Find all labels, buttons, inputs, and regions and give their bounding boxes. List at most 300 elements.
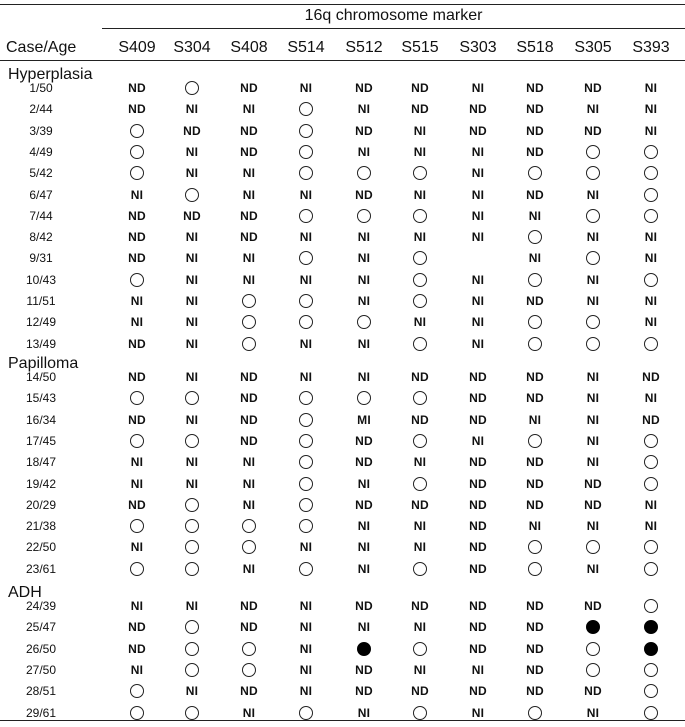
result-cell: NI bbox=[185, 272, 199, 287]
open-circle-symbol bbox=[299, 562, 313, 576]
result-cell: NI bbox=[413, 540, 427, 555]
result-cell: NI bbox=[644, 294, 658, 308]
result-cell: NI bbox=[471, 336, 485, 351]
result-cell: NI bbox=[185, 684, 199, 699]
result-cell: ND bbox=[355, 81, 373, 95]
result-cell: ND bbox=[526, 641, 544, 656]
result-cell: NI bbox=[586, 433, 600, 448]
open-circle-symbol bbox=[242, 642, 256, 656]
open-circle-symbol bbox=[130, 562, 144, 576]
open-circle-symbol bbox=[130, 706, 144, 720]
result-cell: NI bbox=[130, 294, 144, 308]
result-cell: ND bbox=[411, 684, 429, 699]
result-cell: NI bbox=[299, 662, 313, 677]
result-cell: NI bbox=[242, 497, 256, 512]
result-cell: ND bbox=[128, 336, 146, 351]
result-cell: ND bbox=[469, 641, 487, 656]
result-cell: NI bbox=[586, 230, 600, 245]
open-circle-symbol bbox=[413, 209, 427, 223]
open-circle-symbol bbox=[413, 337, 427, 351]
open-circle-symbol bbox=[299, 434, 313, 448]
result-cell: NI bbox=[299, 81, 313, 95]
open-circle-symbol bbox=[413, 642, 427, 656]
result-cell: NI bbox=[528, 251, 542, 266]
case-age-cell: 9/31 bbox=[29, 251, 53, 266]
case-age-cell: 13/49 bbox=[25, 336, 57, 351]
result-cell: NI bbox=[644, 391, 658, 406]
open-circle-symbol bbox=[413, 391, 427, 405]
result-cell: NI bbox=[413, 123, 427, 138]
result-cell: NI bbox=[242, 187, 256, 202]
result-cell: NI bbox=[357, 540, 371, 555]
result-cell: ND bbox=[584, 599, 602, 613]
result-cell: NI bbox=[644, 81, 658, 95]
result-cell: NI bbox=[242, 272, 256, 287]
marker-header-s409: S409 bbox=[118, 39, 156, 56]
open-circle-symbol bbox=[644, 562, 658, 576]
result-cell: ND bbox=[240, 208, 258, 223]
section-label-hyperplasia: Hyperplasia bbox=[8, 66, 93, 83]
open-circle-symbol bbox=[528, 273, 542, 287]
result-cell: NI bbox=[586, 102, 600, 117]
case-age-cell: 18/47 bbox=[25, 455, 57, 470]
open-circle-symbol bbox=[413, 273, 427, 287]
result-cell: ND bbox=[584, 684, 602, 699]
result-cell: ND bbox=[526, 144, 544, 159]
result-cell: NI bbox=[644, 315, 658, 330]
result-cell: NI bbox=[357, 561, 371, 576]
marker-header-s512: S512 bbox=[345, 39, 383, 56]
result-cell: ND bbox=[355, 662, 373, 677]
result-cell: NI bbox=[586, 294, 600, 308]
result-cell: NI bbox=[357, 519, 371, 534]
result-cell: NI bbox=[471, 144, 485, 159]
open-circle-symbol bbox=[586, 315, 600, 329]
open-circle-symbol bbox=[644, 706, 658, 720]
result-cell: NI bbox=[471, 433, 485, 448]
top-rule bbox=[0, 4, 685, 5]
case-age-cell: 17/45 bbox=[25, 433, 57, 448]
result-cell: NI bbox=[528, 519, 542, 534]
open-circle-symbol bbox=[242, 294, 256, 308]
result-cell: ND bbox=[128, 102, 146, 117]
open-circle-symbol bbox=[185, 642, 199, 656]
result-cell: NI bbox=[357, 370, 371, 384]
result-cell: NI bbox=[185, 455, 199, 470]
bottom-rule bbox=[0, 720, 685, 721]
open-circle-symbol bbox=[185, 391, 199, 405]
result-cell: ND bbox=[240, 684, 258, 699]
open-circle-symbol bbox=[299, 455, 313, 469]
result-cell: NI bbox=[413, 620, 427, 635]
result-cell: ND bbox=[128, 370, 146, 384]
open-circle-symbol bbox=[528, 562, 542, 576]
result-cell: NI bbox=[413, 519, 427, 534]
result-cell: NI bbox=[471, 272, 485, 287]
open-circle-symbol bbox=[586, 663, 600, 677]
result-cell: ND bbox=[469, 620, 487, 635]
open-circle-symbol bbox=[299, 294, 313, 308]
result-cell: ND bbox=[355, 599, 373, 613]
open-circle-symbol bbox=[185, 498, 199, 512]
result-cell: ND bbox=[240, 230, 258, 245]
result-cell: ND bbox=[355, 455, 373, 470]
result-cell: NI bbox=[242, 705, 256, 720]
result-cell: ND bbox=[469, 123, 487, 138]
open-circle-symbol bbox=[528, 166, 542, 180]
result-cell: ND bbox=[584, 476, 602, 491]
result-cell: NI bbox=[185, 315, 199, 330]
result-cell: ND bbox=[526, 187, 544, 202]
case-age-cell: 12/49 bbox=[25, 315, 57, 330]
result-cell: NI bbox=[130, 187, 144, 202]
open-circle-symbol bbox=[413, 477, 427, 491]
result-cell: ND bbox=[526, 370, 544, 384]
open-circle-symbol bbox=[644, 599, 658, 613]
result-cell: NI bbox=[471, 705, 485, 720]
open-circle-symbol bbox=[185, 519, 199, 533]
result-cell: ND bbox=[469, 561, 487, 576]
result-cell: NI bbox=[299, 370, 313, 384]
result-cell: NI bbox=[130, 599, 144, 613]
result-cell: ND bbox=[469, 476, 487, 491]
case-age-cell: 16/34 bbox=[25, 412, 57, 427]
result-cell: NI bbox=[413, 662, 427, 677]
result-cell: ND bbox=[355, 123, 373, 138]
open-circle-symbol bbox=[130, 391, 144, 405]
open-circle-symbol bbox=[357, 391, 371, 405]
result-cell: NI bbox=[357, 336, 371, 351]
result-cell: ND bbox=[240, 599, 258, 613]
open-circle-symbol bbox=[185, 188, 199, 202]
result-cell: NI bbox=[471, 662, 485, 677]
result-cell: NI bbox=[242, 102, 256, 117]
result-cell: NI bbox=[586, 272, 600, 287]
result-cell: NI bbox=[130, 662, 144, 677]
result-cell: ND bbox=[128, 620, 146, 635]
open-circle-symbol bbox=[644, 209, 658, 223]
open-circle-symbol bbox=[528, 434, 542, 448]
result-cell: ND bbox=[642, 370, 660, 384]
result-cell: ND bbox=[240, 81, 258, 95]
open-circle-symbol bbox=[644, 166, 658, 180]
result-cell: NI bbox=[185, 599, 199, 613]
filled-circle-symbol bbox=[586, 620, 600, 634]
marker-header-s303: S303 bbox=[459, 39, 497, 56]
result-cell: NI bbox=[586, 412, 600, 427]
case-age-cell: 14/50 bbox=[25, 370, 57, 384]
result-cell: ND bbox=[526, 599, 544, 613]
marker-header-s408: S408 bbox=[230, 39, 268, 56]
result-cell: ND bbox=[183, 208, 201, 223]
result-cell: ND bbox=[469, 684, 487, 699]
open-circle-symbol bbox=[299, 391, 313, 405]
open-circle-symbol bbox=[242, 519, 256, 533]
result-cell: NI bbox=[413, 230, 427, 245]
result-cell: ND bbox=[469, 102, 487, 117]
result-cell: ND bbox=[128, 641, 146, 656]
case-age-cell: 28/51 bbox=[25, 684, 57, 699]
result-cell: NI bbox=[299, 187, 313, 202]
result-cell: NI bbox=[130, 476, 144, 491]
header-rule bbox=[0, 60, 685, 61]
result-cell: ND bbox=[355, 497, 373, 512]
result-cell: ND bbox=[355, 433, 373, 448]
result-cell: ND bbox=[526, 391, 544, 406]
open-circle-symbol bbox=[185, 706, 199, 720]
result-cell: ND bbox=[183, 123, 201, 138]
case-age-cell: 26/50 bbox=[25, 641, 57, 656]
result-cell: NI bbox=[185, 251, 199, 266]
case-age-cell: 22/50 bbox=[25, 540, 57, 555]
result-cell: ND bbox=[526, 476, 544, 491]
result-cell: NI bbox=[586, 519, 600, 534]
result-cell: NI bbox=[357, 102, 371, 117]
open-circle-symbol bbox=[299, 102, 313, 116]
result-cell: ND bbox=[526, 662, 544, 677]
open-circle-symbol bbox=[299, 706, 313, 720]
open-circle-symbol bbox=[130, 684, 144, 698]
result-cell: NI bbox=[242, 455, 256, 470]
result-cell: NI bbox=[299, 272, 313, 287]
result-cell: NI bbox=[586, 391, 600, 406]
open-circle-symbol bbox=[644, 477, 658, 491]
result-cell: NI bbox=[299, 684, 313, 699]
open-circle-symbol bbox=[528, 540, 542, 554]
open-circle-symbol bbox=[528, 315, 542, 329]
result-cell: ND bbox=[128, 81, 146, 95]
open-circle-symbol bbox=[413, 251, 427, 265]
result-cell: NI bbox=[471, 315, 485, 330]
open-circle-symbol bbox=[357, 315, 371, 329]
result-cell: NI bbox=[528, 412, 542, 427]
case-age-cell: 21/38 bbox=[25, 519, 57, 534]
case-age-cell: 25/47 bbox=[25, 620, 57, 635]
open-circle-symbol bbox=[528, 337, 542, 351]
result-cell: MI bbox=[357, 412, 371, 427]
result-cell: NI bbox=[185, 370, 199, 384]
open-circle-symbol bbox=[130, 434, 144, 448]
case-age-cell: 15/43 bbox=[25, 391, 57, 406]
result-cell: ND bbox=[469, 497, 487, 512]
open-circle-symbol bbox=[586, 209, 600, 223]
open-circle-symbol bbox=[299, 315, 313, 329]
result-cell: ND bbox=[411, 497, 429, 512]
open-circle-symbol bbox=[528, 706, 542, 720]
result-cell: NI bbox=[528, 208, 542, 223]
result-cell: NI bbox=[586, 561, 600, 576]
result-cell: NI bbox=[644, 102, 658, 117]
case-age-cell: 27/50 bbox=[25, 662, 57, 677]
result-cell: ND bbox=[526, 620, 544, 635]
section-label-papilloma: Papilloma bbox=[8, 355, 79, 372]
open-circle-symbol bbox=[413, 706, 427, 720]
result-cell: NI bbox=[471, 230, 485, 245]
case-age-cell: 7/44 bbox=[29, 208, 53, 223]
open-circle-symbol bbox=[130, 124, 144, 138]
case-age-cell: 10/43 bbox=[25, 272, 57, 287]
result-cell: ND bbox=[469, 519, 487, 534]
result-cell: ND bbox=[526, 102, 544, 117]
case-age-header: Case/Age bbox=[6, 39, 77, 56]
case-age-cell: 19/42 bbox=[25, 476, 57, 491]
result-cell: NI bbox=[644, 497, 658, 512]
result-cell: ND bbox=[469, 412, 487, 427]
open-circle-symbol bbox=[242, 663, 256, 677]
result-cell: NI bbox=[586, 370, 600, 384]
result-cell: ND bbox=[128, 412, 146, 427]
result-cell: ND bbox=[469, 370, 487, 384]
result-cell: NI bbox=[586, 705, 600, 720]
case-age-cell: 2/44 bbox=[29, 102, 53, 117]
result-cell: ND bbox=[584, 497, 602, 512]
result-cell: NI bbox=[299, 230, 313, 245]
open-circle-symbol bbox=[130, 519, 144, 533]
open-circle-symbol bbox=[644, 145, 658, 159]
open-circle-symbol bbox=[644, 188, 658, 202]
open-circle-symbol bbox=[130, 145, 144, 159]
result-cell: ND bbox=[469, 455, 487, 470]
open-circle-symbol bbox=[242, 315, 256, 329]
result-cell: ND bbox=[526, 81, 544, 95]
open-circle-symbol bbox=[357, 166, 371, 180]
case-age-cell: 3/39 bbox=[29, 123, 53, 138]
open-circle-symbol bbox=[185, 620, 199, 634]
result-cell: ND bbox=[411, 370, 429, 384]
marker-header-s518: S518 bbox=[516, 39, 554, 56]
result-cell: NI bbox=[299, 540, 313, 555]
case-age-cell: 24/39 bbox=[25, 599, 57, 613]
result-cell: ND bbox=[240, 620, 258, 635]
result-cell: NI bbox=[185, 336, 199, 351]
open-circle-symbol bbox=[413, 434, 427, 448]
open-circle-symbol bbox=[644, 455, 658, 469]
result-cell: NI bbox=[471, 81, 485, 95]
result-cell: NI bbox=[644, 519, 658, 534]
section-label-adh: ADH bbox=[8, 584, 42, 601]
result-cell: ND bbox=[526, 497, 544, 512]
result-cell: NI bbox=[357, 294, 371, 308]
result-cell: NI bbox=[299, 336, 313, 351]
result-cell: NI bbox=[357, 705, 371, 720]
result-cell: NI bbox=[242, 166, 256, 181]
result-cell: NI bbox=[185, 230, 199, 245]
result-cell: NI bbox=[185, 166, 199, 181]
open-circle-symbol bbox=[299, 498, 313, 512]
result-cell: ND bbox=[128, 230, 146, 245]
result-cell: NI bbox=[357, 251, 371, 266]
open-circle-symbol bbox=[413, 562, 427, 576]
open-circle-symbol bbox=[644, 273, 658, 287]
marker-header-s515: S515 bbox=[401, 39, 439, 56]
marker-header-s514: S514 bbox=[287, 39, 325, 56]
filled-circle-symbol bbox=[644, 620, 658, 634]
result-cell: ND bbox=[526, 684, 544, 699]
result-cell: ND bbox=[584, 123, 602, 138]
open-circle-symbol bbox=[586, 251, 600, 265]
open-circle-symbol bbox=[299, 209, 313, 223]
result-cell: ND bbox=[128, 208, 146, 223]
result-cell: NI bbox=[471, 208, 485, 223]
result-cell: NI bbox=[644, 230, 658, 245]
result-cell: NI bbox=[130, 455, 144, 470]
result-cell: NI bbox=[299, 641, 313, 656]
marker-header-s393: S393 bbox=[632, 39, 670, 56]
result-cell: NI bbox=[413, 455, 427, 470]
case-age-cell: 6/47 bbox=[29, 187, 53, 202]
result-cell: NI bbox=[242, 561, 256, 576]
result-cell: NI bbox=[471, 166, 485, 181]
result-cell: ND bbox=[526, 294, 544, 308]
result-cell: NI bbox=[185, 412, 199, 427]
open-circle-symbol bbox=[413, 166, 427, 180]
result-cell: NI bbox=[644, 123, 658, 138]
open-circle-symbol bbox=[644, 684, 658, 698]
marker-header-s305: S305 bbox=[574, 39, 612, 56]
open-circle-symbol bbox=[242, 540, 256, 554]
open-circle-symbol bbox=[185, 562, 199, 576]
result-cell: ND bbox=[526, 123, 544, 138]
case-age-cell: 11/51 bbox=[26, 294, 56, 308]
spanner-header: 16q chromosome marker bbox=[304, 7, 483, 24]
open-circle-symbol bbox=[185, 434, 199, 448]
open-circle-symbol bbox=[299, 519, 313, 533]
result-cell: ND bbox=[411, 102, 429, 117]
result-cell: NI bbox=[130, 540, 144, 555]
open-circle-symbol bbox=[586, 642, 600, 656]
result-cell: ND bbox=[526, 455, 544, 470]
open-circle-symbol bbox=[644, 540, 658, 554]
result-cell: ND bbox=[355, 684, 373, 699]
result-cell: NI bbox=[413, 315, 427, 330]
open-circle-symbol bbox=[299, 477, 313, 491]
open-circle-symbol bbox=[130, 166, 144, 180]
case-age-cell: 1/50 bbox=[29, 81, 53, 95]
open-circle-symbol bbox=[586, 337, 600, 351]
result-cell: ND bbox=[411, 412, 429, 427]
case-age-cell: 23/61 bbox=[25, 561, 57, 576]
open-circle-symbol bbox=[586, 166, 600, 180]
result-cell: NI bbox=[357, 620, 371, 635]
open-circle-symbol bbox=[299, 413, 313, 427]
result-cell: NI bbox=[413, 187, 427, 202]
result-cell: ND bbox=[584, 81, 602, 95]
open-circle-symbol bbox=[185, 540, 199, 554]
result-cell: NI bbox=[413, 144, 427, 159]
open-circle-symbol bbox=[299, 251, 313, 265]
result-cell: NI bbox=[357, 230, 371, 245]
case-age-cell: 5/42 bbox=[29, 166, 53, 181]
marker-header-s304: S304 bbox=[173, 39, 211, 56]
open-circle-symbol bbox=[528, 230, 542, 244]
result-cell: NI bbox=[357, 272, 371, 287]
result-cell: NI bbox=[357, 144, 371, 159]
result-cell: ND bbox=[469, 599, 487, 613]
result-cell: NI bbox=[586, 187, 600, 202]
result-cell: ND bbox=[240, 391, 258, 406]
open-circle-symbol bbox=[299, 124, 313, 138]
result-cell: NI bbox=[185, 102, 199, 117]
open-circle-symbol bbox=[299, 145, 313, 159]
case-age-cell: 20/29 bbox=[25, 497, 57, 512]
result-cell: ND bbox=[240, 433, 258, 448]
result-cell: ND bbox=[411, 599, 429, 613]
result-cell: ND bbox=[469, 391, 487, 406]
result-cell: NI bbox=[471, 187, 485, 202]
result-cell: ND bbox=[240, 123, 258, 138]
result-cell: ND bbox=[240, 370, 258, 384]
result-cell: NI bbox=[130, 315, 144, 330]
